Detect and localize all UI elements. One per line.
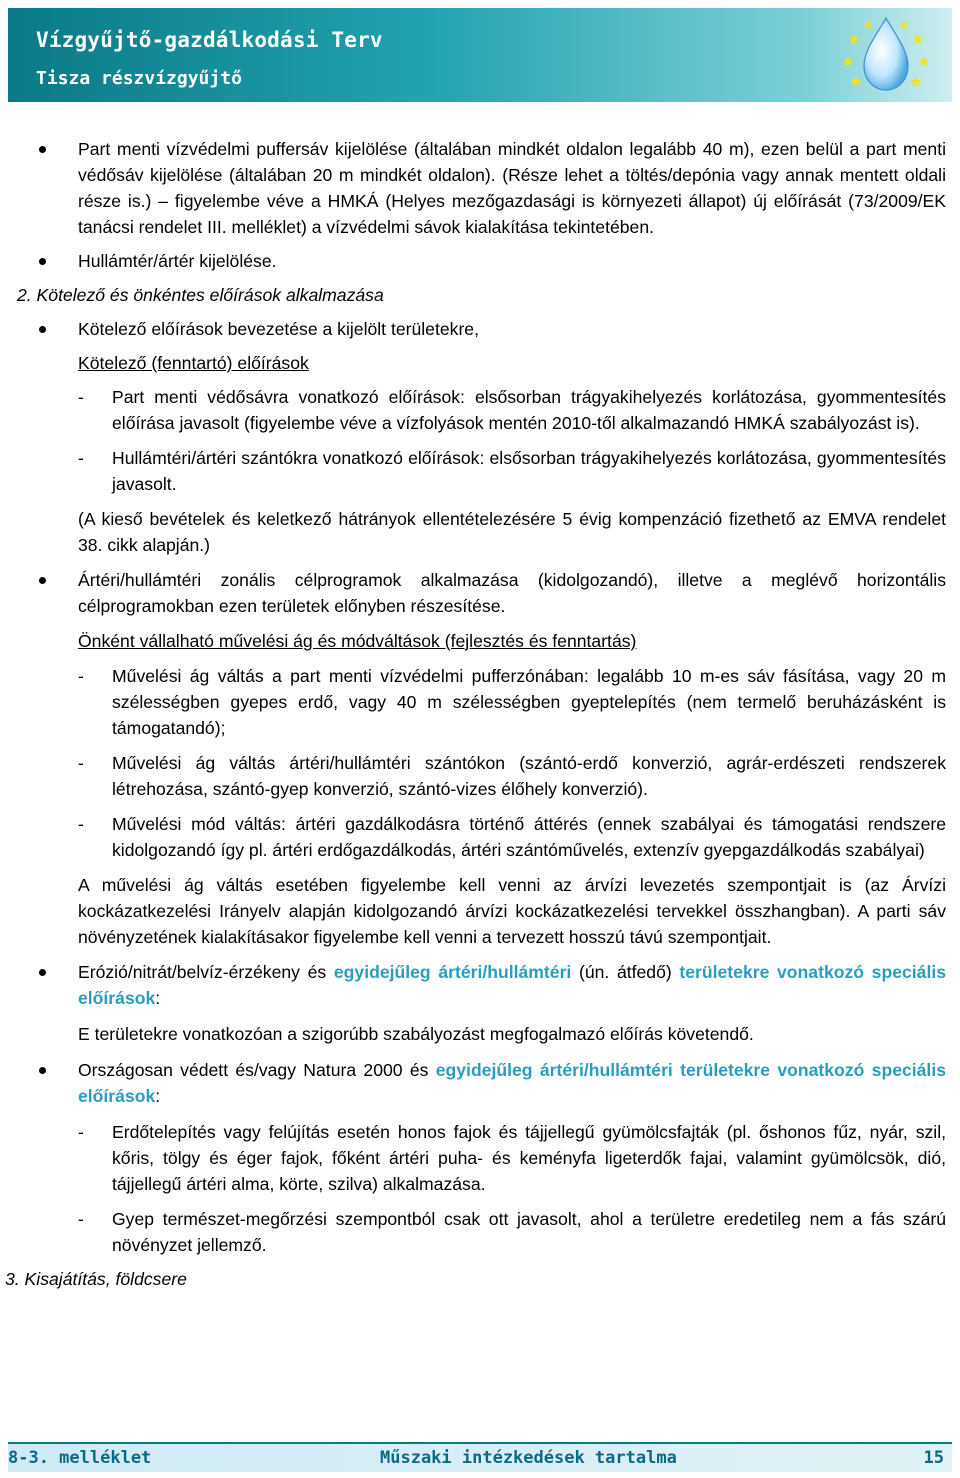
text-segment: Országosan védett és/vagy Natura 2000 és <box>78 1060 436 1080</box>
highlight-text: területekre vonatkozó speciális előírások <box>78 962 947 1008</box>
dash-text: Gyep természet-megőrzési szempontból csak ott javasolt, ahol a területre eredetileg nem a fás szárú növényzet jellemző. <box>112 1209 946 1255</box>
dash-text: Művelési ág váltás ártéri/hullámtéri szántókon (szántó-erdő konverzió, agrár-erdészeti rendszerek létrehozása, szántó-gyep konverzió, szántó-vizes élőhely konverzió). <box>112 753 946 799</box>
dash-item-szanto <box>0 445 960 497</box>
dash-item-pufferzona <box>0 663 960 741</box>
bullet-puffersav: Part menti vízvédelmi puffersáv kijelölése (általában mindkét oldalon legalább 40 m), ezen belül a part menti védősáv kijelölése (általában 20 m mindkét oldalon). (Része lehet a töltés/depónia vagy annak mentett oldali része is.) – figyelembe véve a HMKÁ (Helyes mezőgazdasági is környezeti állapot) új előírását (73/2009/EK tanácsi rendelet III. melléklet) a vízvédelmi sávok kialakítása tekintetében. <box>0 136 960 240</box>
dash-text: Part menti védősávra vonatkozó előírások: elsősorban trágyakihelyezés korlátozása, gyommentesítés előírása javasolt (figyelembe véve a vízfolyások mentén 2010-től alkalmazandó HMKÁ szabályozást is). <box>112 387 946 433</box>
text-segment: Erózió/nitrát/belvíz-érzékeny és <box>78 962 334 982</box>
page-number: 15 <box>923 1448 944 1468</box>
dash-marker: - <box>78 1122 84 1142</box>
subheading-kotelezo: Kötelező (fenntartó) előírások <box>78 353 309 373</box>
bullet-hullamter: Hullámtér/ártér kijelölése. <box>0 248 960 274</box>
text-segment: : <box>155 988 161 1008</box>
dash-item-erdotelepites <box>0 1119 960 1197</box>
document-body <box>0 136 960 1292</box>
paragraph-kompenzacio: (A kieső bevételek és keletkező hátrányok ellentételezésére 5 évig kompenzáció fizethető az EMVA rendelet 38. cikk alapján.) <box>78 509 946 555</box>
highlight-text: egyidejűleg ártéri/hullámtéri területekre vonatkozó speciális előírások <box>78 1060 946 1106</box>
dash-marker: - <box>78 753 84 773</box>
text-segment: (ún. átfedő) <box>571 962 680 982</box>
footer-section-title: Műszaki intézkedések tartalma <box>380 1448 677 1468</box>
water-drop-eu-stars-logo-icon <box>836 12 936 100</box>
dash-text: Erdőtelepítés vagy felújítás esetén honos fajok és tájjellegű gyümölcsfajták (pl. őshonos fűz, nyár, szil, kőris, tölgy és éger fajok, főként ártéri puha- és keményfa ligeterdők fajai, valamint gyümölcsök, dió, tájjellegű ártéri alma, körte, szilva) alkalmazása. <box>112 1122 946 1194</box>
bullet-celprogramok: Ártéri/hullámtéri zonális célprogramok alkalmazása (kidolgozandó), illetve a meglévő horizontális célprogramokban ezen területek előnyben részesítése. <box>0 567 960 619</box>
section-heading-2: 2. Kötelező és önkéntes előírások alkalmazása <box>17 285 384 305</box>
section-heading-3: 3. Kisajátítás, földcsere <box>5 1269 187 1289</box>
dash-marker: - <box>78 814 84 834</box>
highlight-text: egyidejűleg ártéri/hullámtéri <box>333 962 572 982</box>
dash-marker: - <box>78 387 84 407</box>
bullet-erozio <box>0 959 960 1011</box>
dash-marker: - <box>78 448 84 468</box>
page-header <box>8 8 952 102</box>
dash-item-muvelesi-mod <box>0 811 960 863</box>
dash-text: Művelési mód váltás: ártéri gazdálkodásra történő áttérés (ennek szabályai és támogatási rendszere kidolgozandó így pl. ártéri erdőgazdálkodás, ártéri szántóművelés, extenzív gyepgazdálkodás szabályai) <box>112 814 946 860</box>
page-footer <box>8 1442 952 1472</box>
header-subtitle: Tisza részvízgyűjtő <box>36 68 242 89</box>
paragraph-szigorubb: E területekre vonatkozóan a szigorúbb szabályozást megfogalmazó előírás követendő. <box>78 1024 754 1044</box>
text-segment: : <box>155 1086 161 1106</box>
bullet-natura <box>0 1057 960 1109</box>
dash-item-konverzio <box>0 750 960 802</box>
dash-marker: - <box>78 666 84 686</box>
footer-annex-label: 8-3. melléklet <box>8 1448 152 1468</box>
bullet-kotelezo: Kötelező előírások bevezetése a kijelölt területekre, <box>0 316 960 342</box>
dash-item-vedosav <box>0 384 960 436</box>
dash-text: Hullámtéri/ártéri szántókra vonatkozó előírások: elsősorban trágyakihelyezés korlátozása, gyommentesítés javasolt. <box>112 448 946 494</box>
subheading-onkent: Önként vállalható művelési ág és módváltások (fejlesztés és fenntartás) <box>78 631 637 651</box>
dash-item-gyep <box>0 1206 960 1258</box>
paragraph-arvizi: A művelési ág váltás esetében figyelembe kell venni az árvízi levezetés szempontjait is (az Árvízi kockázatkezelési Irányelv alapján kidolgozandó árvízi kockázatkezelési tervekkel összhangban). A parti sáv növényzetének kialakításakor figyelembe kell venni a tervezett hosszú távú szempontjait. <box>78 875 946 947</box>
dash-marker: - <box>78 1209 84 1229</box>
header-title: Vízgyűjtő-gazdálkodási Terv <box>36 28 383 52</box>
dash-text: Művelési ág váltás a part menti vízvédelmi pufferzónában: legalább 10 m-es sáv fásítása, vagy 20 m szélességben gyepes erdő, vagy 40 m szélességben gyeptelepítés (nem termelő beruházásként is támogatandó); <box>112 666 946 738</box>
